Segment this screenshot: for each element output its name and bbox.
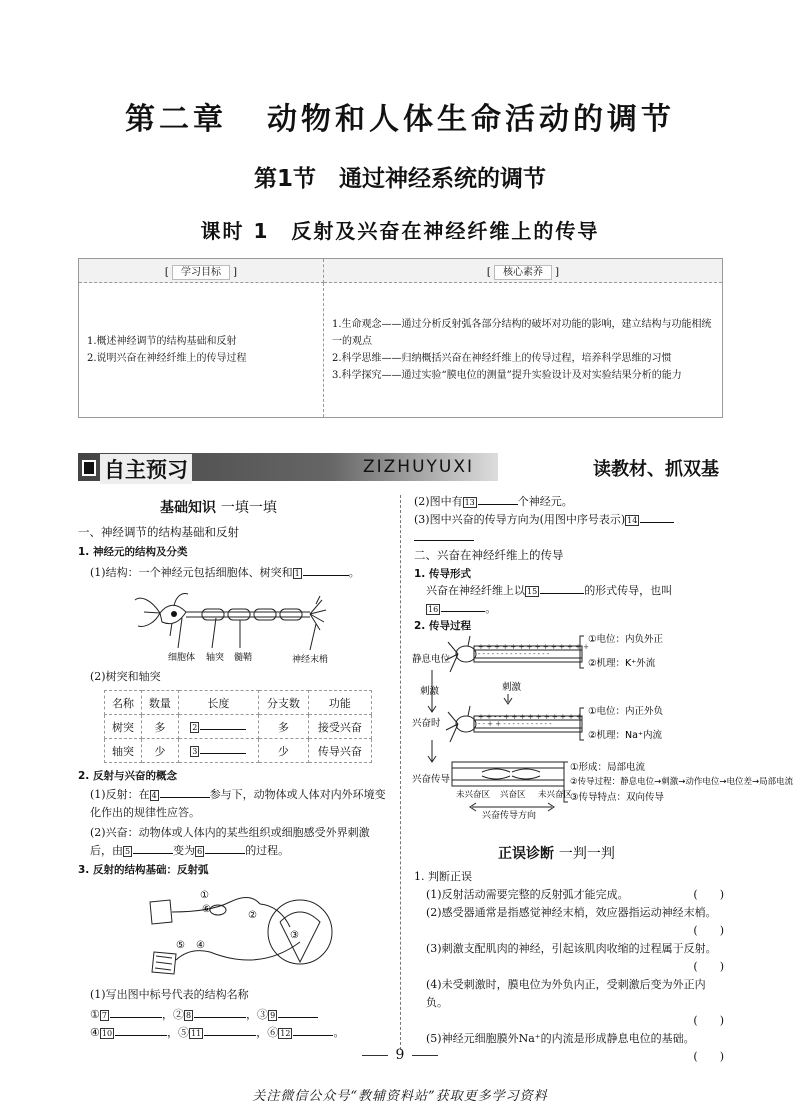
fig-conduct-label: 兴奋传导 <box>412 774 451 785</box>
p2-s2c: 的过程。 <box>245 844 290 857</box>
blank-num: 4 <box>151 791 157 800</box>
cell: 传导兴奋 <box>308 739 371 763</box>
th-name: 名称 <box>105 691 142 715</box>
blank-num: 1 <box>294 569 300 578</box>
blank-num: 15 <box>527 587 538 596</box>
judge-paren[interactable]: ( ) <box>693 888 724 901</box>
chapter-name: 动物和人体生命活动的调节 <box>267 102 675 137</box>
goals-left-cell <box>79 283 324 418</box>
fig-rest-1: ①电位：内负外正 <box>588 634 664 645</box>
answer-blank[interactable] <box>115 1035 167 1036</box>
neuron-label-soma: 细胞体 <box>168 653 196 663</box>
lesson-title: 课时 1 反射及兴奋在神经纤维上的传导 <box>200 219 600 243</box>
answer-blank[interactable] <box>293 1035 333 1036</box>
cell: 多 <box>258 715 308 739</box>
p1-s2: (2)树突和轴突 <box>90 670 161 683</box>
judge-title-text: 正误诊断 <box>498 846 554 862</box>
judge-list <box>426 886 724 1066</box>
table-header-row <box>105 691 372 715</box>
banner-square-icon <box>82 460 96 476</box>
banner-pinyin: ZIZHUYUXI <box>363 457 475 477</box>
r-q2 <box>414 493 573 511</box>
arc-label-4: ④ <box>196 940 205 951</box>
chapter-title <box>0 94 800 138</box>
blank-num: 8 <box>185 1011 192 1020</box>
judge-paren[interactable]: ( ) <box>693 1050 724 1063</box>
section-title: 第1节 通过神经系统的调节 <box>253 166 546 192</box>
blank-num: 12 <box>280 1029 291 1038</box>
footer-bar-right <box>412 1055 438 1056</box>
answer-blank[interactable] <box>205 853 245 854</box>
cell: 轴突 <box>105 739 142 763</box>
fig-stim-label: 刺激 <box>420 686 440 697</box>
answer-blank-line[interactable] <box>414 540 474 541</box>
conduction-diagram <box>412 632 794 822</box>
p2-s1b: 参与下，动物体或人体对内外环境变化作出的规律性应答。 <box>90 788 386 819</box>
footer-bar-left <box>362 1055 388 1056</box>
fig-direction: 兴奋传导方向 <box>482 811 537 821</box>
fig-excite-1: ①电位：内正外负 <box>588 706 664 717</box>
r1-text <box>426 582 724 600</box>
arc-label-6: ⑥ <box>202 904 211 915</box>
judge-head: 1. 判断正误 <box>414 870 472 883</box>
fig-zone-1: 未兴奋区 <box>456 790 491 800</box>
part1-heading: 一、神经调节的结构基础和反射 <box>78 525 239 539</box>
q3-text: (3)图中兴奋的传导方向为(用图中序号表示) <box>414 513 626 526</box>
th-function: 功能 <box>308 691 371 715</box>
judge-paren[interactable]: ( ) <box>693 924 724 937</box>
p2-heading: 2. 反射与兴奋的概念 <box>78 770 177 782</box>
column-divider <box>400 495 401 1050</box>
reflex-arc-diagram <box>140 882 360 982</box>
answer-blank[interactable] <box>133 853 173 854</box>
fig-conduct-1: ①形成：局部电流 <box>570 762 646 773</box>
r1-heading: 1. 传导形式 <box>414 568 471 580</box>
r-q3 <box>414 511 724 529</box>
basic-sub-text: 一填一填 <box>220 500 277 516</box>
r2-heading: 2. 传导过程 <box>414 620 471 632</box>
fig-excite-2: ②机理：Na⁺内流 <box>588 730 662 741</box>
p2-s2a: (2)兴奋：动物体或人体内的某些组织或细胞感受外界刺激后，由 <box>90 826 370 857</box>
th-length: 长度 <box>178 691 258 715</box>
th-branch: 分支数 <box>258 691 308 715</box>
blank-num: 13 <box>464 498 475 507</box>
arc-label-1: ① <box>200 890 209 901</box>
judge-paren[interactable]: ( ) <box>693 960 724 973</box>
p3-blanks-row1: ① 7 ，② 8 ，③ 9 <box>90 1006 390 1024</box>
goals-left-header: [ 学习目标 ] <box>79 259 324 283</box>
blank-num: 5 <box>125 847 131 856</box>
blank-num: 2 <box>192 723 198 732</box>
neuron-label-axon: 轴突 <box>206 653 225 663</box>
judge-text: (2)感受器通常是指感觉神经末梢，效应器指运动神经末梢。 <box>426 906 717 919</box>
banner-slogan: 读教材、抓双基 <box>593 459 719 480</box>
goal-item: 1.概述神经调节的结构基础和反射 <box>87 336 237 347</box>
p2-s1a: (1)反射：在 <box>90 788 150 801</box>
goal-item: 2.说明兴奋在神经纤维上的传导过程 <box>87 353 247 364</box>
r1-a: 兴奋在神经纤维上以 <box>426 584 525 597</box>
answer-blank[interactable] <box>204 1035 256 1036</box>
answer-blank[interactable] <box>278 1017 318 1018</box>
fig-conduct-2: ②传导过程：静息电位→刺激→动作电位→电位差→局部电流 <box>570 777 794 787</box>
th-count: 数量 <box>141 691 178 715</box>
judge-sub-text: 一判一判 <box>558 846 615 862</box>
svg-text:- - + + - - - - - - - - - - -: - - + + - - - - - - - - - - - <box>478 720 552 728</box>
cell-blank[interactable] <box>178 715 258 739</box>
basic-title-text: 基础知识 <box>160 500 216 516</box>
judge-item <box>426 976 724 1030</box>
chapter-label: 第二章 <box>125 102 227 137</box>
answer-blank[interactable] <box>540 593 584 594</box>
p3-heading: 3. 反射的结构基础：反射弧 <box>78 864 209 876</box>
fig-conduct-3: ③传导特点：双向传导 <box>570 792 665 803</box>
core-item: 1.生命观念——通过分析反射弧各部分结构的破坏对功能的影响，建立结构与功能相统一的观点 <box>332 319 712 347</box>
answer-blank[interactable] <box>110 1017 162 1018</box>
bottom-note: 关注微信公众号“教辅资料站”获取更多学习资料 <box>252 1089 548 1104</box>
core-item: 3.科学探究——通过实验“膜电位的测量”提升实验设计及对实验结果分析的能力 <box>332 370 682 381</box>
cell: 少 <box>258 739 308 763</box>
blank-num: 11 <box>191 1029 202 1038</box>
r1-b: 的形式传导，也叫 <box>584 584 673 597</box>
blank-num: 10 <box>101 1029 113 1038</box>
core-item: 2.科学思维——归纳概括兴奋在神经纤维上的传导过程，培养科学思维的习惯 <box>332 353 672 364</box>
answer-blank[interactable] <box>194 1017 246 1018</box>
neuron-diagram <box>130 588 330 668</box>
p1-text: (1)结构：一个神经元包括细胞体、树突和 <box>90 566 293 579</box>
svg-text:- - - - - - - - - - - - - - -: - - - - - - - - - - - - - - - - <box>478 650 550 658</box>
fig-stim-arrow-label: 刺激 <box>502 682 522 693</box>
goals-left-header-text: 学习目标 <box>172 265 230 280</box>
judge-text: (3)刺激支配肌肉的神经，引起该肌肉收缩的过程属于反射。 <box>426 942 717 955</box>
section-banner <box>78 453 723 481</box>
fig-zone-3: 未兴奋区 <box>538 790 573 800</box>
p2-s2b: 变为 <box>173 844 196 857</box>
svg-text:+ + - - + + + + + + + + + +: + + - - + + + + + + + + + + <box>478 713 583 721</box>
answer-blank[interactable] <box>441 611 485 612</box>
answer-blank[interactable] <box>200 753 246 754</box>
judge-text: (1)反射活动需要完整的反射弧才能完成。 <box>426 888 629 901</box>
banner-title: 自主预习 <box>100 454 192 484</box>
fig-zone-2: 兴奋区 <box>500 790 526 800</box>
neuron-label-sheath: 髓鞘 <box>234 653 253 663</box>
fig-rest-2: ②机理：K⁺外流 <box>588 658 656 669</box>
judge-paren[interactable]: ( ) <box>693 1014 724 1027</box>
arc-label-2: ② <box>248 910 257 921</box>
blank-num: 7 <box>101 1011 107 1020</box>
cell: 多 <box>141 715 178 739</box>
judge-item <box>426 940 724 976</box>
cell-blank[interactable] <box>178 739 258 763</box>
goals-right-header-text: 核心素养 <box>494 265 552 280</box>
p2-excitation <box>90 824 390 860</box>
page-number-text: 9 <box>395 1047 405 1063</box>
blank-num: 3 <box>192 747 198 756</box>
answer-blank[interactable] <box>640 522 674 523</box>
blank-num: 14 <box>627 516 638 525</box>
arc-label-5: ⑤ <box>176 940 185 951</box>
judge-text: (5)神经元细胞膜外Na⁺的内流是形成静息电位的基础。 <box>426 1032 695 1045</box>
goals-right-cell <box>324 283 723 418</box>
answer-blank[interactable] <box>160 797 210 798</box>
cell: 接受兴奋 <box>308 715 371 739</box>
answer-blank[interactable] <box>303 575 349 576</box>
page-number <box>0 1047 800 1063</box>
blank-num: 6 <box>197 847 203 856</box>
cell: 树突 <box>105 715 142 739</box>
svg-text:+ + + + + + + + + + + + + +: + + + + + + + + + + + + + + <box>478 643 590 651</box>
q2b-text: 个神经元。 <box>517 495 573 508</box>
dendrite-axon-table <box>104 690 372 763</box>
part2-heading: 二、兴奋在神经纤维上的传导 <box>414 548 564 562</box>
arc-label-3: ③ <box>290 930 299 941</box>
cell: 少 <box>141 739 178 763</box>
p1-sentence: (1)结构：一个神经元包括细胞体、树突和 1 。 <box>90 566 360 579</box>
goals-right-header: [ 核心素养 ] <box>324 259 723 283</box>
r1-line2: 16 。 <box>428 602 497 615</box>
goals-table <box>78 258 723 418</box>
fig-rest-label: 静息电位 <box>412 654 451 665</box>
blank-num: 9 <box>270 1011 276 1020</box>
blank-num: 16 <box>428 605 439 614</box>
p3-blanks-row2: ④ 10 ，⑤ 11 ，⑥ 12 。 <box>90 1026 345 1039</box>
table-row <box>105 715 372 739</box>
q2-text: (2)图中有 <box>414 495 463 508</box>
p1-heading: 1. 神经元的结构及分类 <box>78 546 188 558</box>
answer-blank[interactable] <box>200 729 246 730</box>
basic-knowledge-title <box>160 497 277 517</box>
fig-excite-label: 兴奋时 <box>412 718 441 729</box>
neuron-label-terminal: 神经末梢 <box>292 655 329 665</box>
p3-q1: (1)写出图中标号代表的结构名称 <box>90 988 249 1001</box>
judge-text: (4)未受刺激时，膜电位为外负内正，受刺激后变为外正内负。 <box>426 978 706 1009</box>
answer-blank[interactable] <box>478 504 518 505</box>
judge-item <box>426 886 724 904</box>
table-row <box>105 739 372 763</box>
judge-title <box>498 843 615 863</box>
judge-item <box>426 904 724 940</box>
p2-reflex <box>90 786 390 822</box>
